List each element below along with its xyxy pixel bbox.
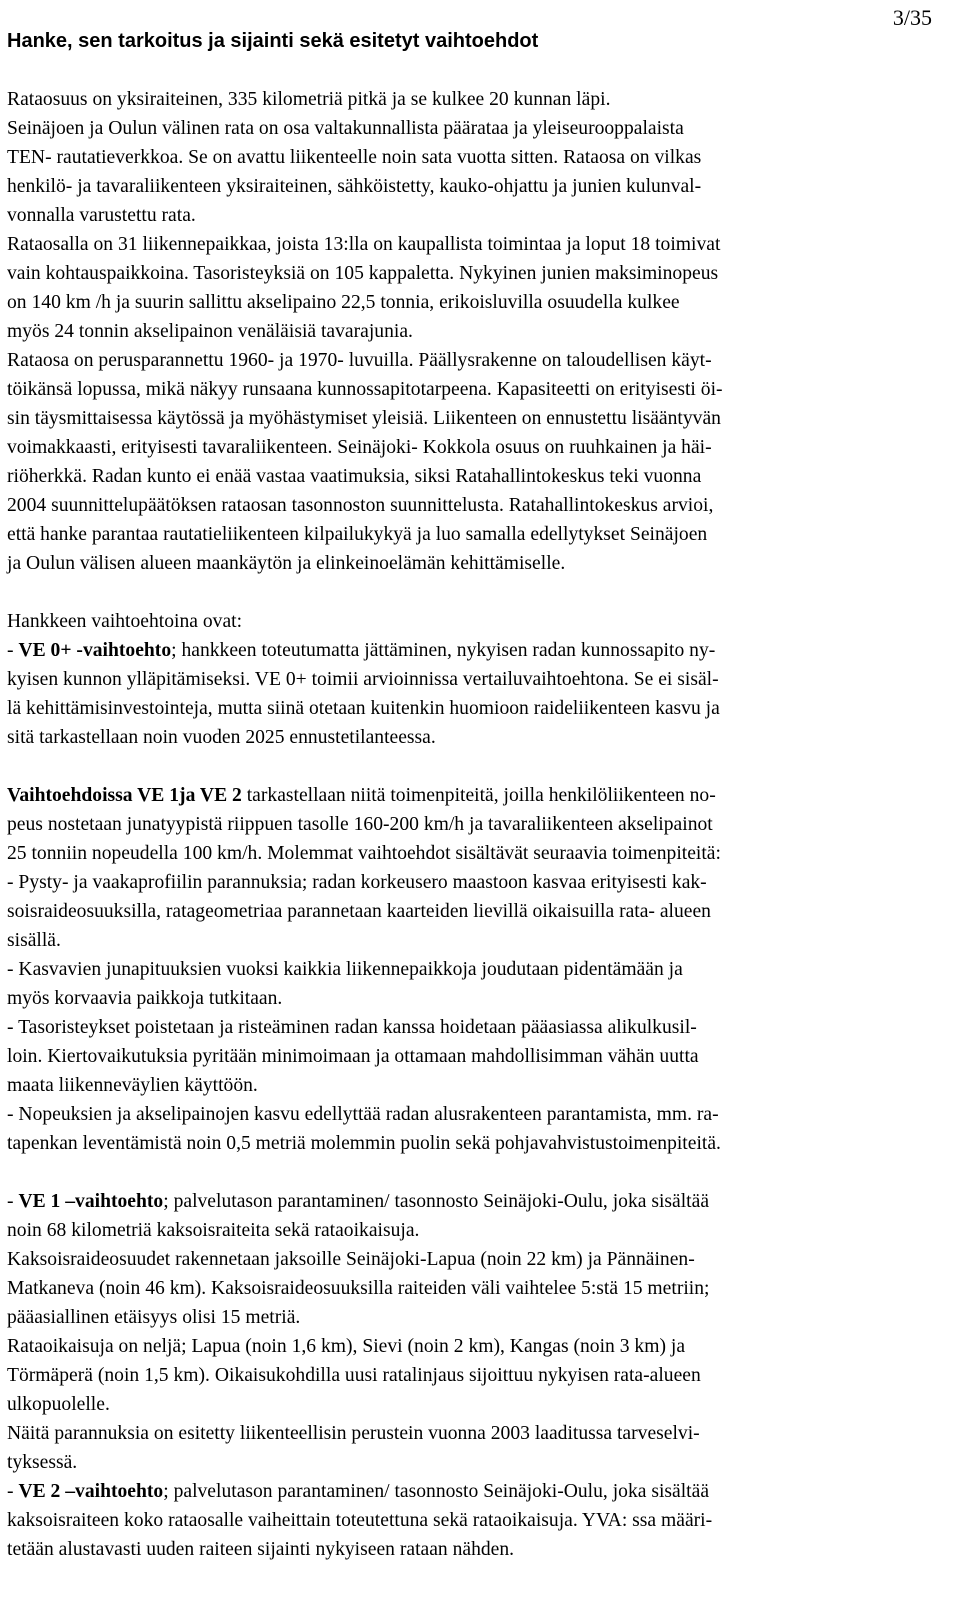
text-line: maata liikenneväylien käyttöön. [7,1075,258,1096]
text-line: Kaksoisraideosuudet rakennetaan jaksoille Seinäjoki-Lapua (noin 22 km) ja Pännäinen- [7,1249,695,1270]
ve1-ve2-label: Vaihtoehdoissa VE 1ja VE 2 [7,785,242,806]
text-line: vain kohtauspaikkoina. Tasoristeyksiä on 105 kappaletta. Nykyinen junien maksiminopeus [7,263,719,284]
bullet-dash: - [7,1481,19,1502]
ve1-label: VE 1 –vaihtoehto [18,1191,164,1212]
text-line: vonnalla varustettu rata. [7,205,196,226]
paragraph-rataosuus [7,85,937,578]
text-line: 2004 suunnittelupäätöksen rataosan tasonnoston suunnittelusta. Ratahallintokeskus arvioi, [7,495,714,516]
text-line: ja Oulun välisen alueen maankäytön ja elinkeinoelämän kehittämiselle. [7,553,566,574]
text-line: lä kehittämisinvestointeja, mutta siinä otetaan kuitenkin huomioon raideliikenteen kasvu ja [7,698,720,719]
paragraph-gap [7,578,937,607]
ve2-line [7,1477,937,1506]
bullet-dash: - [7,640,19,661]
paragraph-gap [7,752,937,781]
text-line: soisraideosuuksilla, ratageometriaa parannetaan kaarteiden lievillä oikaisuilla rata- alueen [7,901,711,922]
text-line: Hankkeen vaihtoehtoina ovat: [7,611,243,632]
bullet-dash: - [7,1191,19,1212]
text-line: peus nostetaan junatyypistä riippuen tasolle 160-200 km/h ja tavaraliikenteen akselipainot [7,814,713,835]
text-line: tyksessä. [7,1452,78,1473]
text-line: Rataosa on perusparannettu 1960- ja 1970- luvuilla. Päällysrakenne on taloudellisen käyt- [7,350,712,371]
ve1-text: ; palvelutason parantaminen/ tasonnosto Seinäjoki-Oulu, joka sisältää [163,1191,710,1212]
text-line: Seinäjoen ja Oulun välinen rata on osa valtakunnallista päärataa ja yleiseurooppalaista [7,118,684,139]
ve0-text: ; hankkeen toteutumatta jättäminen, nykyisen radan kunnossapito ny- [171,640,716,661]
text-line: että hanke parantaa rautatieliikenteen kilpailukykyä ja luo samalla edellytykset Seinäjoen [7,524,708,545]
text-line: Törmäperä (noin 1,5 km). Oikaisukohdilla uusi ratalinjaus sijoittuu nykyisen rata-alueen [7,1365,701,1386]
text-line: riöherkkä. Radan kunto ei enää vastaa vaatimuksia, siksi Ratahallintokeskus teki vuonna [7,466,702,487]
ve0-line [7,636,937,665]
text-line: tetään alustavasti uuden raiteen sijainti nykyiseen rataan nähden. [7,1539,515,1560]
text-line: noin 68 kilometriä kaksoisraiteita sekä rataoikaisuja. [7,1220,420,1241]
text-line: ulkopuolelle. [7,1394,110,1415]
text-line: kyisen kunnon ylläpitämiseksi. VE 0+ toimii arvioinnissa vertailuvaihtoehtona. Se ei sisäl- [7,669,719,690]
text-line: loin. Kiertovaikutuksia pyritään minimoimaan ja ottamaan mahdollisimman vähän uutta [7,1046,699,1067]
text-line: kaksoisraiteen koko rataosalle vaiheittain toteutettuna sekä rataoikaisuja. YVA: ssa määri- [7,1510,713,1531]
text-line: pääasiallinen etäisyys olisi 15 metriä. [7,1307,301,1328]
ve2-text: ; palvelutason parantaminen/ tasonnosto Seinäjoki-Oulu, joka sisältää [163,1481,710,1502]
text-line: - Tasoristeykset poistetaan ja risteäminen radan kanssa hoidetaan pääasiassa alikulkusil- [7,1017,697,1038]
text-line: Rataoikaisuja on neljä; Lapua (noin 1,6 km), Sievi (noin 2 km), Kangas (noin 3 km) ja [7,1336,686,1357]
text-line: TEN- rautatieverkkoa. Se on avattu liikenteelle noin sata vuotta sitten. Rataosa on vilkas [7,147,702,168]
text-line: Näitä parannuksia on esitetty liikenteellisin perustein vuonna 2003 laaditussa tarveselvi- [7,1423,700,1444]
text-line: Matkaneva (noin 46 km). Kaksoisraideosuuksilla raiteiden väli vaihtelee 5:stä 15 metriin; [7,1278,710,1299]
paragraph-ve1-ve2-details [7,1187,937,1564]
page-number: 3/35 [892,5,932,30]
text-line: sitä tarkastellaan noin vuoden 2025 ennustetilanteessa. [7,727,436,748]
ve2-label: VE 2 –vaihtoehto [18,1481,164,1502]
ve0-label: VE 0+ -vaihtoehto [18,640,172,661]
text-line: tapenkan leventämistä noin 0,5 metriä molemmin puolin sekä pohjavahvistustoimenpiteitä. [7,1133,721,1154]
text-line: sisällä. [7,930,61,951]
text-line: töikänsä lopussa, mikä näkyy runsaana kunnossapitotarpeena. Kapasiteetti on erityisesti öi- [7,379,723,400]
text-line: sin täysmittaisessa käytössä ja myöhästymiset yleisiä. Liikenteen on ennustettu lisääntyvän [7,408,721,429]
ve1-line [7,1187,937,1216]
ve1-ve2-text: tarkastellaan niitä toimenpiteitä, joilla henkilöliikenteen no- [241,785,716,806]
text-line: Rataosalla on 31 liikennepaikkaa, joista 13:lla on kaupallista toimintaa ja loput 18 toimivat [7,234,721,255]
paragraph-ve1-ve2 [7,781,937,1158]
text-line: myös korvaavia paikkoja tutkitaan. [7,988,283,1009]
text-line: henkilö- ja tavaraliikenteen yksiraiteinen, sähköistetty, kauko-ohjattu ja junien kulunval- [7,176,702,197]
text-line: 25 tonniin nopeudella 100 km/h. Molemmat vaihtoehdot sisältävät seuraavia toimenpiteitä: [7,843,721,864]
text-line: Rataosuus on yksiraiteinen, 335 kilometriä pitkä ja se kulkee 20 kunnan läpi. [7,89,611,110]
paragraph-vaihtoehdot [7,607,937,752]
text-line: myös 24 tonnin akselipainon venäläisiä tavarajunia. [7,321,413,342]
document-body [7,85,937,1564]
text-line: - Kasvavien junapituuksien vuoksi kaikkia liikennepaikkoja joudutaan pidentämään ja [7,959,683,980]
ve1-ve2-line [7,781,937,810]
text-line: - Pysty- ja vaakaprofiilin parannuksia; radan korkeusero maastoon kasvaa erityisesti kak- [7,872,707,893]
text-line: on 140 km /h ja suurin sallittu akselipaino 22,5 tonnia, erikoisluvilla osuudella kulkee [7,292,680,313]
text-line: - Nopeuksien ja akselipainojen kasvu edellyttää radan alusrakenteen parantamista, mm. ra- [7,1104,719,1125]
section-heading: Hanke, sen tarkoitus ja sijainti sekä esitetyt vaihtoehdot [7,30,539,52]
paragraph-gap [7,1158,937,1187]
text-line: voimakkaasti, erityisesti tavaraliikenteen. Seinäjoki- Kokkola osuus on ruuhkainen ja häi- [7,437,712,458]
